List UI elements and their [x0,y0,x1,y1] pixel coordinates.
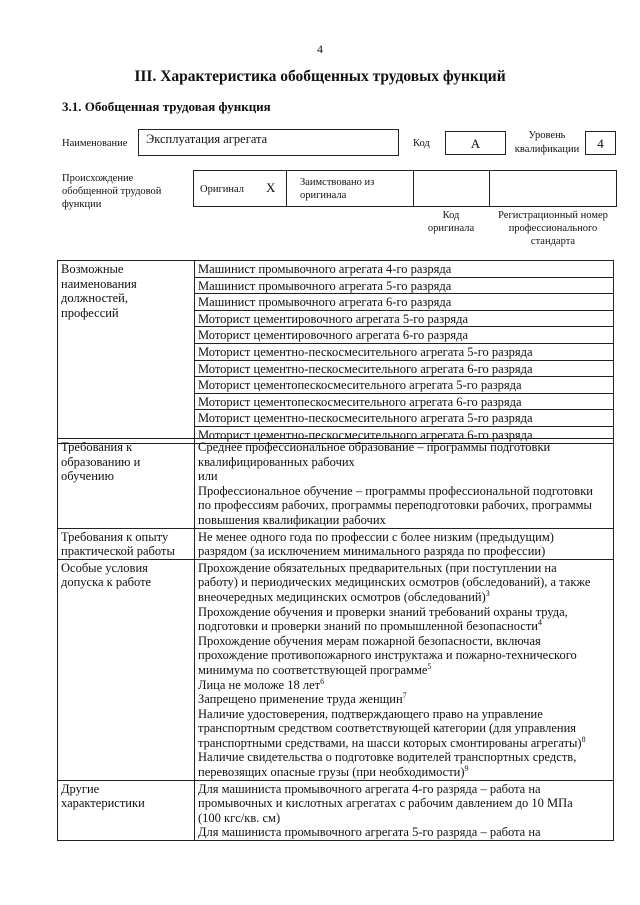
positions-list [195,261,614,444]
text-line: работу) и периодических медицинских осмотров (обследований), а также [198,575,591,590]
footnote-mark: 6 [320,676,325,686]
label-line: Другие [61,781,100,796]
label-line: обучению [61,469,114,484]
table-row [58,528,614,559]
text-segment: Лица не моложе 18 лет [198,677,321,692]
text-segment: перевозящих опасные грузы (при необходимости) [198,765,465,780]
origin-label [62,172,161,211]
footnote-mark: 4 [538,617,542,627]
list-item: Моторист цементно-пескосмесительного агрегата 6-го разряда [198,427,533,442]
list-item: Машинист промывочного агрегата 5-го разряда [195,278,613,295]
label-line: образованию и [61,454,141,469]
origin-divider [489,171,490,206]
code-value: A [470,136,481,151]
text-segment: подготовки и проверки знаний по промышленной безопасности [198,619,538,634]
text-line: разрядом (за исключением минимального разряда по профессии) [198,544,546,559]
label-line: наименования [61,276,137,291]
text-segment: Запрещено применение труда женщин [198,692,403,707]
caption-line: Регистрационный номер [498,210,608,221]
experience-value [195,528,614,559]
text-line: прохождение противопожарного инструктажа и пожарно-технического [198,648,577,663]
text-line: промывочных и кислотных агрегатах с рабочим давлением до 10 МПа [198,796,573,811]
conditions-label [58,559,195,780]
requirements-table [57,438,614,841]
text-line: или [198,469,218,484]
caption-line: оригинала [427,223,475,234]
table-row [58,559,614,780]
text-line [198,619,611,634]
other-label [58,780,195,840]
text-segment: внеочередных медицинских осмотров (обследований) [198,589,486,604]
original-mark: X [266,180,276,195]
other-value [195,780,614,840]
text-line: Среднее профессиональное образование – программы подготовки [198,440,551,454]
section-title: III. Характеристика обобщенных трудовых функций [134,68,506,85]
text-line: по профессиям рабочих, программы переподготовки рабочих, программы [198,498,592,513]
table-row [58,780,614,840]
list-item: Машинист промывочного агрегата 6-го разряда [195,294,613,311]
subsection-title: 3.1. Обобщенная трудовая функция [62,99,271,114]
level-field [585,131,616,155]
positions-table [57,260,614,444]
level-label [508,129,586,157]
code-original-caption [413,209,489,235]
borrowed-label [300,176,374,202]
text-segment: транспортными средствами, на шасси которых смонтированы агрегаты) [198,735,582,750]
text-line: Для машиниста промывочного агрегата 5-го разряда – работа на [198,825,541,840]
caption-line: Код [442,210,460,221]
label-line: Требования к [61,440,133,454]
text-line: повышения квалификации рабочих [198,512,386,527]
text-line [198,692,611,707]
list-item: Моторист цементно-пескосмесительного агрегата 5-го разряда [195,410,613,427]
text-line [198,663,611,678]
education-label [58,439,195,529]
footnote-mark: 5 [427,661,432,671]
list-item: Моторист цементопескосмесительного агрегата 6-го разряда [195,394,613,411]
text-line: Прохождение обучения мерам пожарной безопасности, включая [198,633,541,648]
footnote-mark: 7 [402,690,407,700]
text-line [198,736,611,751]
footnote-mark: 8 [581,734,586,744]
original-label: Оригинал [200,184,244,195]
text-line: Наличие удостоверения, подтверждающего право на управление [198,706,543,721]
caption-line: стандарта [530,236,576,247]
caption-line: профессионального [508,223,598,234]
borrowed-label-line: оригинала [300,190,347,201]
label-line: Возможные [61,262,124,276]
name-label: Наименование [62,138,128,149]
text-line: квалифицированных рабочих [198,454,355,469]
level-value: 4 [597,136,604,151]
table-row [58,261,614,444]
code-label: Код [413,138,430,149]
text-segment: минимума по соответствующей программе [198,662,428,677]
positions-label [58,261,195,444]
text-line: Прохождение обязательных предварительных (при поступлении на [198,560,557,575]
list-item: Моторист цементно-пескосмесительного агрегата 6-го разряда [195,361,613,378]
origin-label-line: обобщенной трудовой [62,186,162,197]
text-line: Не менее одного года по профессии с более низким (предыдущим) [198,529,554,544]
name-value: Эксплуатация агрегата [146,132,268,146]
code-field [445,131,506,155]
text-line: Для машиниста промывочного агрегата 4-го разряда – работа на [198,781,541,796]
text-line [198,765,611,780]
label-line: профессий [61,305,119,320]
conditions-value [195,559,614,780]
reg-number-caption [489,209,617,248]
list-item: Моторист цементировочного агрегата 5-го разряда [195,311,613,328]
list-item: Моторист цементопескосмесительного агрегата 5-го разряда [195,377,613,394]
origin-table [193,170,617,207]
origin-label-line: Происхождение [62,173,134,184]
text-line [198,678,611,693]
origin-label-line: функции [62,199,102,210]
footnote-mark: 9 [464,763,469,773]
level-label-line: квалификации [514,144,580,155]
text-line [198,590,611,605]
education-value [195,439,614,529]
footnote-mark: 3 [485,588,490,598]
label-line: характеристики [61,796,145,811]
level-label-line: Уровень [528,130,566,141]
label-line: практической работы [61,544,175,559]
text-line: Профессиональное обучение – программы профессиональной подготовки [198,483,593,498]
list-item: Машинист промывочного агрегата 4-го разряда [195,261,613,278]
text-line: Наличие свидетельства о подготовке водителей транспортных средств, [198,750,577,765]
text-line: Прохождение обучения и проверки знаний требований охраны труда, [198,604,568,619]
list-item: Моторист цементно-пескосмесительного агрегата 5-го разряда [195,344,613,361]
origin-divider [286,171,287,206]
text-line: (100 кгс/кв. см) [198,810,281,825]
page-number: 4 [317,42,323,56]
label-line: Требования к опыту [61,529,169,544]
name-field [138,129,399,156]
label-line: Особые условия [61,560,148,575]
text-line: транспортным средством соответствующей категории (для управления [198,721,577,736]
borrowed-label-line: Заимствовано из [300,177,375,188]
label-line: допуска к работе [61,575,152,590]
table-row [58,439,614,529]
label-line: должностей, [61,291,128,306]
list-item: Моторист цементировочного агрегата 6-го разряда [195,327,613,344]
experience-label [58,528,195,559]
origin-divider [413,171,414,206]
